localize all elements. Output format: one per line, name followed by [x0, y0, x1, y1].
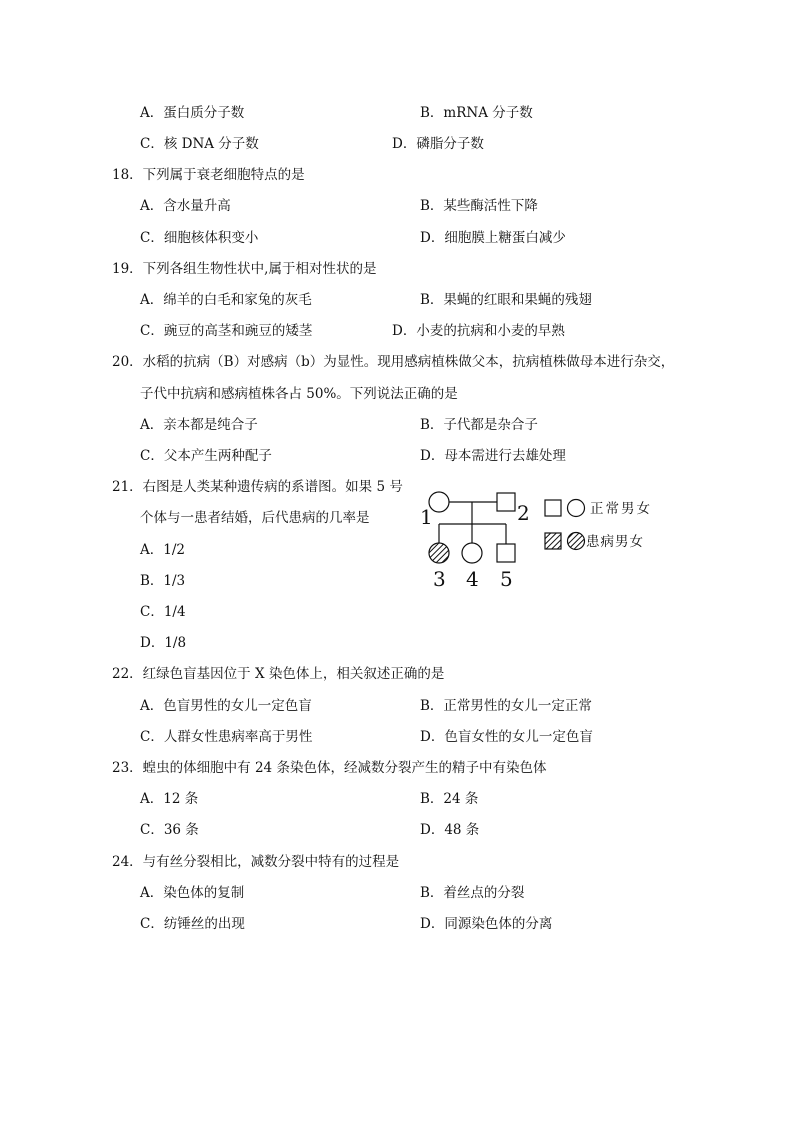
legend-affected-female-icon: [568, 533, 585, 550]
q22-option-a: A．色盲男性的女儿一定色盲: [140, 698, 312, 714]
q20-option-a: A．亲本都是纯合子: [140, 417, 258, 433]
q20-stem-line1: 20．水稻的抗病（B）对感病（b）为显性。现用感病植株做父本，抗病植株做母本进行杂交，: [112, 354, 675, 370]
legend-affected-male-icon: [545, 533, 561, 549]
q17-option-d: D．磷脂分子数: [392, 136, 484, 152]
label-3: 3: [433, 567, 446, 591]
q19-stem: 19．下列各组生物性状中,属于相对性状的是: [112, 261, 377, 277]
q17-option-a: A．蛋白质分子数: [140, 105, 245, 121]
q21-stem-line1: 21．右图是人类某种遗传病的系谱图。如果 5 号: [112, 479, 403, 495]
q24-option-a: A．染色体的复制: [140, 885, 245, 901]
q24-option-d: D．同源染色体的分离: [420, 916, 553, 932]
legend-normal-male-icon: [545, 500, 561, 516]
individual-2-male: [497, 493, 515, 511]
q22-option-c: C．人群女性患病率高于男性: [140, 729, 313, 745]
q18-option-a: A．含水量升高: [140, 198, 231, 214]
label-1: 1: [420, 505, 433, 529]
legend-affected-label: 患病男女: [586, 534, 644, 550]
q20-option-b: B．子代都是杂合子: [420, 417, 538, 433]
pedigree-chart: [418, 484, 668, 594]
q19-option-c: C．豌豆的高茎和豌豆的矮茎: [140, 323, 313, 339]
label-5: 5: [500, 567, 513, 591]
q24-stem: 24．与有丝分裂相比，减数分裂中特有的过程是: [112, 854, 400, 870]
q23-option-d: D．48 条: [420, 822, 480, 838]
individual-5-male: [497, 544, 515, 562]
q19-option-d: D．小麦的抗病和小麦的早熟: [392, 323, 565, 339]
legend-normal-label: 正常男女: [590, 501, 652, 517]
q21-option-b: B．1/3: [140, 573, 186, 589]
q17-option-b: B．mRNA 分子数: [420, 105, 533, 121]
q20-option-d: D．母本需进行去雄处理: [420, 448, 566, 464]
q24-option-b: B．着丝点的分裂: [420, 885, 525, 901]
individual-4-female: [462, 543, 482, 563]
individual-3-affected-female: [429, 543, 449, 563]
q18-option-b: B．某些酶活性下降: [420, 198, 538, 214]
q24-option-c: C．纺锤丝的出现: [140, 916, 245, 932]
q18-option-c: C．细胞核体积变小: [140, 230, 259, 246]
q21-stem-line2: 个体与一患者结婚，后代患病的几率是: [140, 510, 370, 526]
q22-option-d: D．色盲女性的女儿一定色盲: [420, 729, 593, 745]
q23-option-b: B．24 条: [420, 791, 479, 807]
q21-option-a: A．1/2: [140, 542, 185, 558]
q22-stem: 22．红绿色盲基因位于 X 染色体上，相关叙述正确的是: [112, 666, 445, 682]
q19-option-a: A．绵羊的白毛和家兔的灰毛: [140, 292, 312, 308]
q21-option-c: C．1/4: [140, 604, 186, 620]
q23-option-c: C．36 条: [140, 822, 199, 838]
q21-option-d: D．1/8: [140, 635, 187, 651]
q22-option-b: B．正常男性的女儿一定正常: [420, 698, 592, 714]
q23-option-a: A．12 条: [140, 791, 199, 807]
label-2: 2: [517, 501, 530, 525]
legend-normal-female-icon: [568, 500, 585, 517]
q23-stem: 23．蝗虫的体细胞中有 24 条染色体，经减数分裂产生的精子中有染色体: [112, 760, 547, 776]
q20-stem-line2: 子代中抗病和感病植株各占 50%。下列说法正确的是: [140, 386, 458, 402]
q19-option-b: B．果蝇的红眼和果蝇的残翅: [420, 292, 592, 308]
label-4: 4: [466, 567, 479, 591]
q18-stem: 18．下列属于衰老细胞特点的是: [112, 167, 305, 183]
q18-option-d: D．细胞膜上糖蛋白减少: [420, 230, 566, 246]
q20-option-c: C．父本产生两种配子: [140, 448, 272, 464]
q17-option-c: C．核 DNA 分子数: [140, 136, 259, 152]
